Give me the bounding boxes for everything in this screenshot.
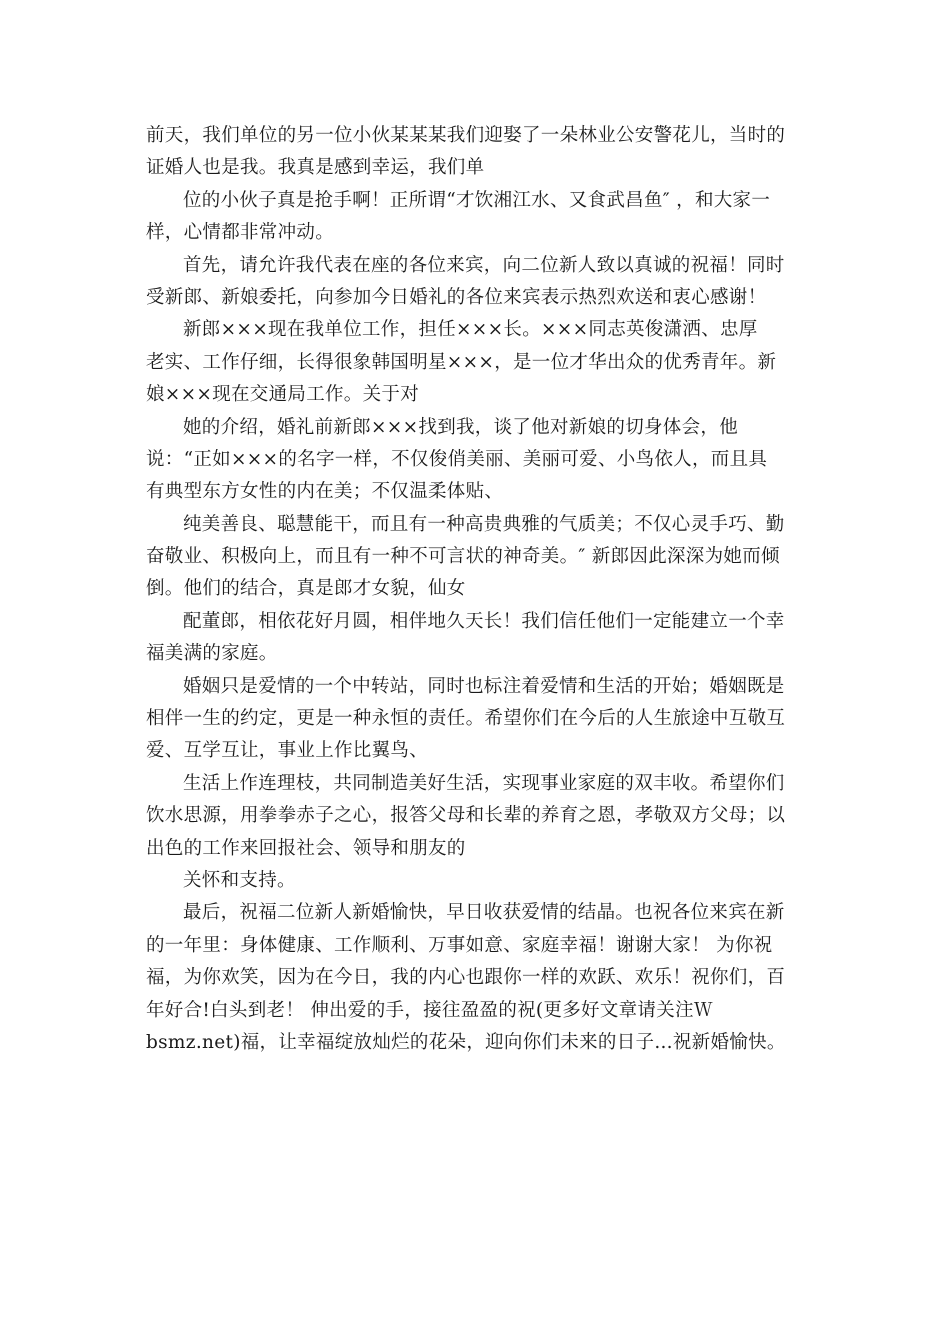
text-line: 样，心情都非常冲动。	[146, 222, 335, 244]
text-line: 新郎×××现在我单位工作，担任×××长。×××同志英俊潇洒、忠厚	[183, 319, 758, 341]
text-line: 奋敬业、积极向上，而且有一种不可言状的神奇美。″ 新郎因此深深为她而倾	[146, 546, 780, 568]
text-line: 纯美善良、聪慧能干，而且有一种高贵典雅的气质美；不仅心灵手巧、勤	[183, 513, 785, 535]
text-line: 的一年里：身体健康、工作顺利、万事如意、家庭幸福！谢谢大家！ 为你祝	[146, 934, 773, 956]
text-line: 相伴一生的约定，更是一种永恒的责任。希望你们在今后的人生旅途中互敬互	[146, 708, 786, 730]
text-line: bsmz.net)福，让幸福绽放灿烂的花朵，迎向你们未来的日子...祝新婚愉快。	[146, 1031, 786, 1053]
text-line: 她的介绍，婚礼前新郎×××找到我，谈了他对新娘的切身体会，他	[183, 416, 739, 438]
text-line: 说：“正如×××的名字一样，不仅俊俏美丽、美丽可爱、小鸟依人，而且具	[146, 448, 768, 470]
text-line: 证婚人也是我。我真是感到幸运，我们单	[146, 157, 485, 179]
text-line: 老实、工作仔细，长得很象韩国明星×××，是一位才华出众的优秀青年。新	[146, 351, 777, 373]
text-line: 首先，请允许我代表在座的各位来宾，向二位新人致以真诚的祝福！同时	[183, 254, 785, 276]
text-line: 爱、互学互让，事业上作比翼鸟、	[146, 740, 429, 762]
text-line: 受新郎、新娘委托，向参加今日婚礼的各位来宾表示热烈欢送和衷心感谢！	[146, 286, 767, 308]
text-line: 生活上作连理枝，共同制造美好生活，实现事业家庭的双丰收。希望你们	[183, 772, 785, 794]
text-line: 婚姻只是爱情的一个中转站，同时也标注着爱情和生活的开始；婚姻既是	[183, 675, 785, 697]
text-line: 出色的工作来回报社会、领导和朋友的	[146, 837, 466, 859]
text-line: 有典型东方女性的内在美；不仅温柔体贴、	[146, 481, 504, 503]
text-line: 位的小伙子真是抢手啊！正所谓“才饮湘江水、又食武昌鱼″ ，和大家一	[183, 189, 771, 211]
text-line: 饮水思源，用拳拳赤子之心，报答父母和长辈的养育之恩，孝敬双方父母；以	[146, 805, 786, 827]
text-line: 配董郎，相依花好月圆，相伴地久天长！我们信任他们一定能建立一个幸	[183, 610, 785, 632]
text-line: 前天，我们单位的另一位小伙某某某我们迎娶了一朵林业公安警花儿，当时的	[146, 125, 786, 146]
text-line: 年好合!白头到老！ 伸出爱的手，接往盈盈的祝(更多好文章请关注Ｗ	[146, 999, 713, 1021]
text-line: 关怀和支持。	[183, 869, 296, 891]
text-line: 最后，祝福二位新人新婚愉快，早日收获爱情的结晶。也祝各位来宾在新	[183, 902, 785, 924]
document-body	[146, 120, 806, 1059]
text-line: 倒。他们的结合，真是郎才女貌，仙女	[146, 578, 466, 600]
text-line: 福，为你欢笑，因为在今日，我的内心也跟你一样的欢跃、欢乐！祝你们，百	[146, 967, 786, 989]
text-line: 福美满的家庭。	[146, 643, 278, 665]
text-line: 娘×××现在交通局工作。关于对	[146, 384, 420, 406]
